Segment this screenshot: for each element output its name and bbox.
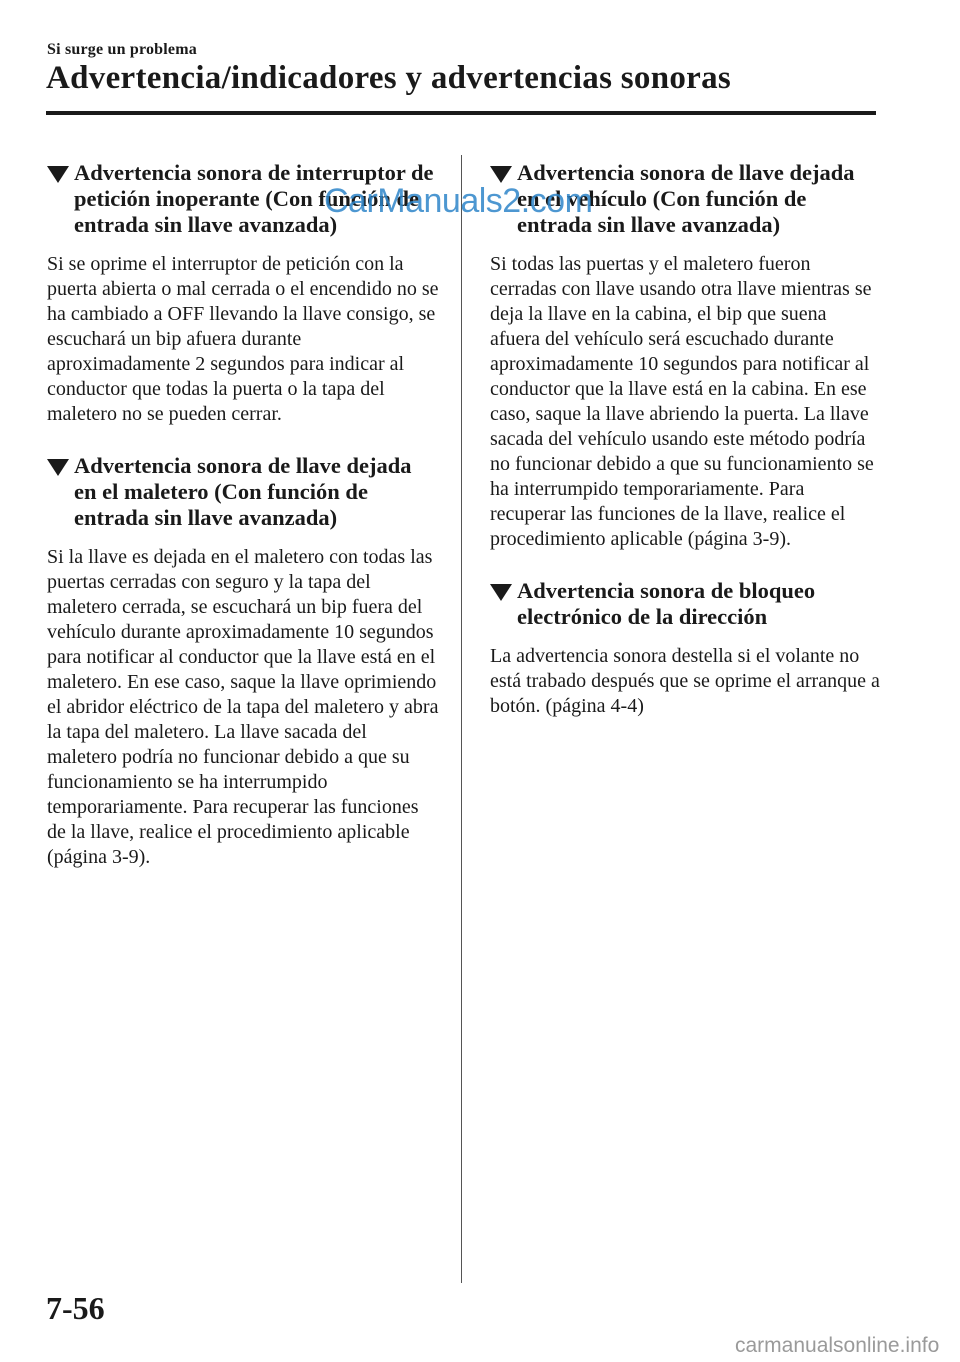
section-heading-text: Advertencia sonora de llave dejada en el maletero (Con función de entrada sin llave avanzada) xyxy=(74,453,412,530)
triangle-down-icon xyxy=(490,166,512,183)
section-heading-text: Advertencia sonora de bloqueo electrónico de la dirección xyxy=(517,578,816,629)
column-divider xyxy=(461,155,462,1283)
section-heading-text: Advertencia sonora de llave dejada en el vehículo (Con función de entrada sin llave avanzada) xyxy=(517,160,855,237)
page-title: Advertencia/indicadores y advertencias sonoras xyxy=(46,60,732,96)
page-number: 7-56 xyxy=(46,1290,105,1326)
section-body: Si se oprime el interruptor de petición con la puerta abierta o mal cerrada o el encendido no se ha cambiado a OFF llevando la llave consigo, se escuchará un bip afuera durante aproximadamente 2 segundos para indicar al conductor que todas la puerta o la tapa del maletero no se pueden cerrar. xyxy=(47,253,439,425)
section-key-in-trunk-warning xyxy=(47,453,439,870)
watermark: CarManuals2.com xyxy=(324,182,593,220)
triangle-down-icon xyxy=(47,459,69,476)
left-column xyxy=(47,160,439,870)
section-heading xyxy=(47,453,439,531)
triangle-down-icon xyxy=(47,166,69,183)
triangle-down-icon xyxy=(490,584,512,601)
right-column xyxy=(490,160,880,719)
section-steering-lock-warning xyxy=(490,578,880,719)
section-heading xyxy=(490,578,880,630)
breadcrumb: Si surge un problema xyxy=(47,41,197,58)
section-body: Si la llave es dejada en el maletero con todas las puertas cerradas con seguro y la tapa del maletero cerrada, se escuchará un bip fuera del vehículo durante aproximadamente 10 segundos para notificar al conductor que la llave está en el maletero. En ese caso, saque la llave oprimiendo el abridor eléctrico de la tapa del maletero y abra la tapa del maletero. La llave sacada del maletero podría no funcionar debido a que su funcionamiento se ha interrumpido temporariamente. Para recuperar las funciones de la llave, realice el procedimiento aplicable (página 3-9). xyxy=(47,546,439,868)
footer-site: carmanualsonline.info xyxy=(735,1334,940,1357)
section-heading-text: Advertencia sonora de interruptor de petición inoperante (Con función de entrada sin llave avanzada) xyxy=(74,160,434,237)
title-rule xyxy=(46,111,876,115)
section-body: Si todas las puertas y el maletero fueron cerradas con llave usando otra llave mientras se deja la llave en la cabina, el bip que suena afuera del vehículo será escuchado durante aproximadamente 10 segundos para notificar al conductor que la llave está en la cabina. En ese caso, saque la llave abriendo la puerta. La llave sacada del vehículo usando este método podría no funcionar debido a que su funcionamiento se ha interrumpido temporariamente. Para recuperar las funciones de la llave, realice el procedimiento aplicable (página 3-9). xyxy=(490,253,874,550)
section-body: La advertencia sonora destella si el volante no está trabado después que se oprime el arranque a botón. (página 4-4) xyxy=(490,645,880,717)
